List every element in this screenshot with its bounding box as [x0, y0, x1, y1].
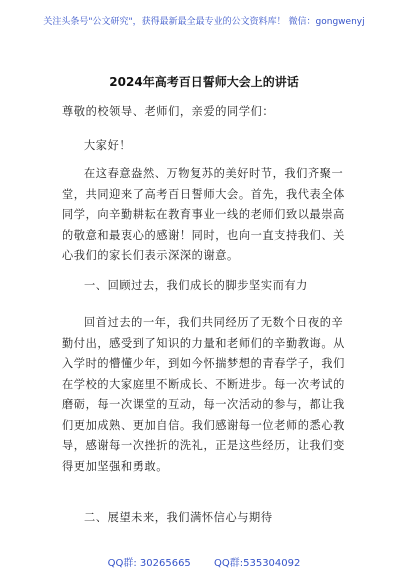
header-banner: 关注头条号"公文研究"，获得最新最全最专业的公文资料库！ 微信：gongwenyj: [43, 17, 365, 27]
footer-qq-group-2: QQ群:535304092: [214, 558, 301, 569]
section-1-heading: 一、回顾过去，我们成长的脚步坚实而有力: [84, 279, 308, 292]
paragraph-1: 在这春意盎然、万物复苏的美好时节，我们齐聚一堂，共同迎来了高考百日誓师大会。首先，我代表全体同学，向辛勤耕耘在教育事业一线的老师们致以最崇高的敬意和最衷心的感谢！同时，也向一直支持我们、关心我们的家长们表示深深的谢意。: [62, 167, 345, 262]
salutation: 尊敬的校领导、老师们，亲爱的同学们：: [62, 105, 275, 118]
section-2-heading: 二、展望未来，我们满怀信心与期待: [84, 511, 273, 524]
paragraph-2: 回首过去的一年，我们共同经历了无数个日夜的辛勤付出，感受到了知识的力量和老师们的辛勤教诲。从入学时的懵懂少年，到如今怀揣梦想的青春学子，我们在学校的大家庭里不断成长、不断进步。每一次考试的磨砺，每一次课堂的互动，每一次活动的参与，都让我们更加成熟、更加自信。我们感谢每一位老师的悉心教导，感谢每一次挫折的洗礼，正是这些经历，让我们变得更加坚强和勇敢。: [62, 316, 345, 473]
footer-qq-group-1: QQ群: 30265665: [107, 558, 191, 569]
greeting: 大家好！: [84, 139, 132, 152]
document-title: 2024年高考百日誓师大会上的讲话: [109, 75, 299, 89]
footer: [0, 554, 408, 569]
